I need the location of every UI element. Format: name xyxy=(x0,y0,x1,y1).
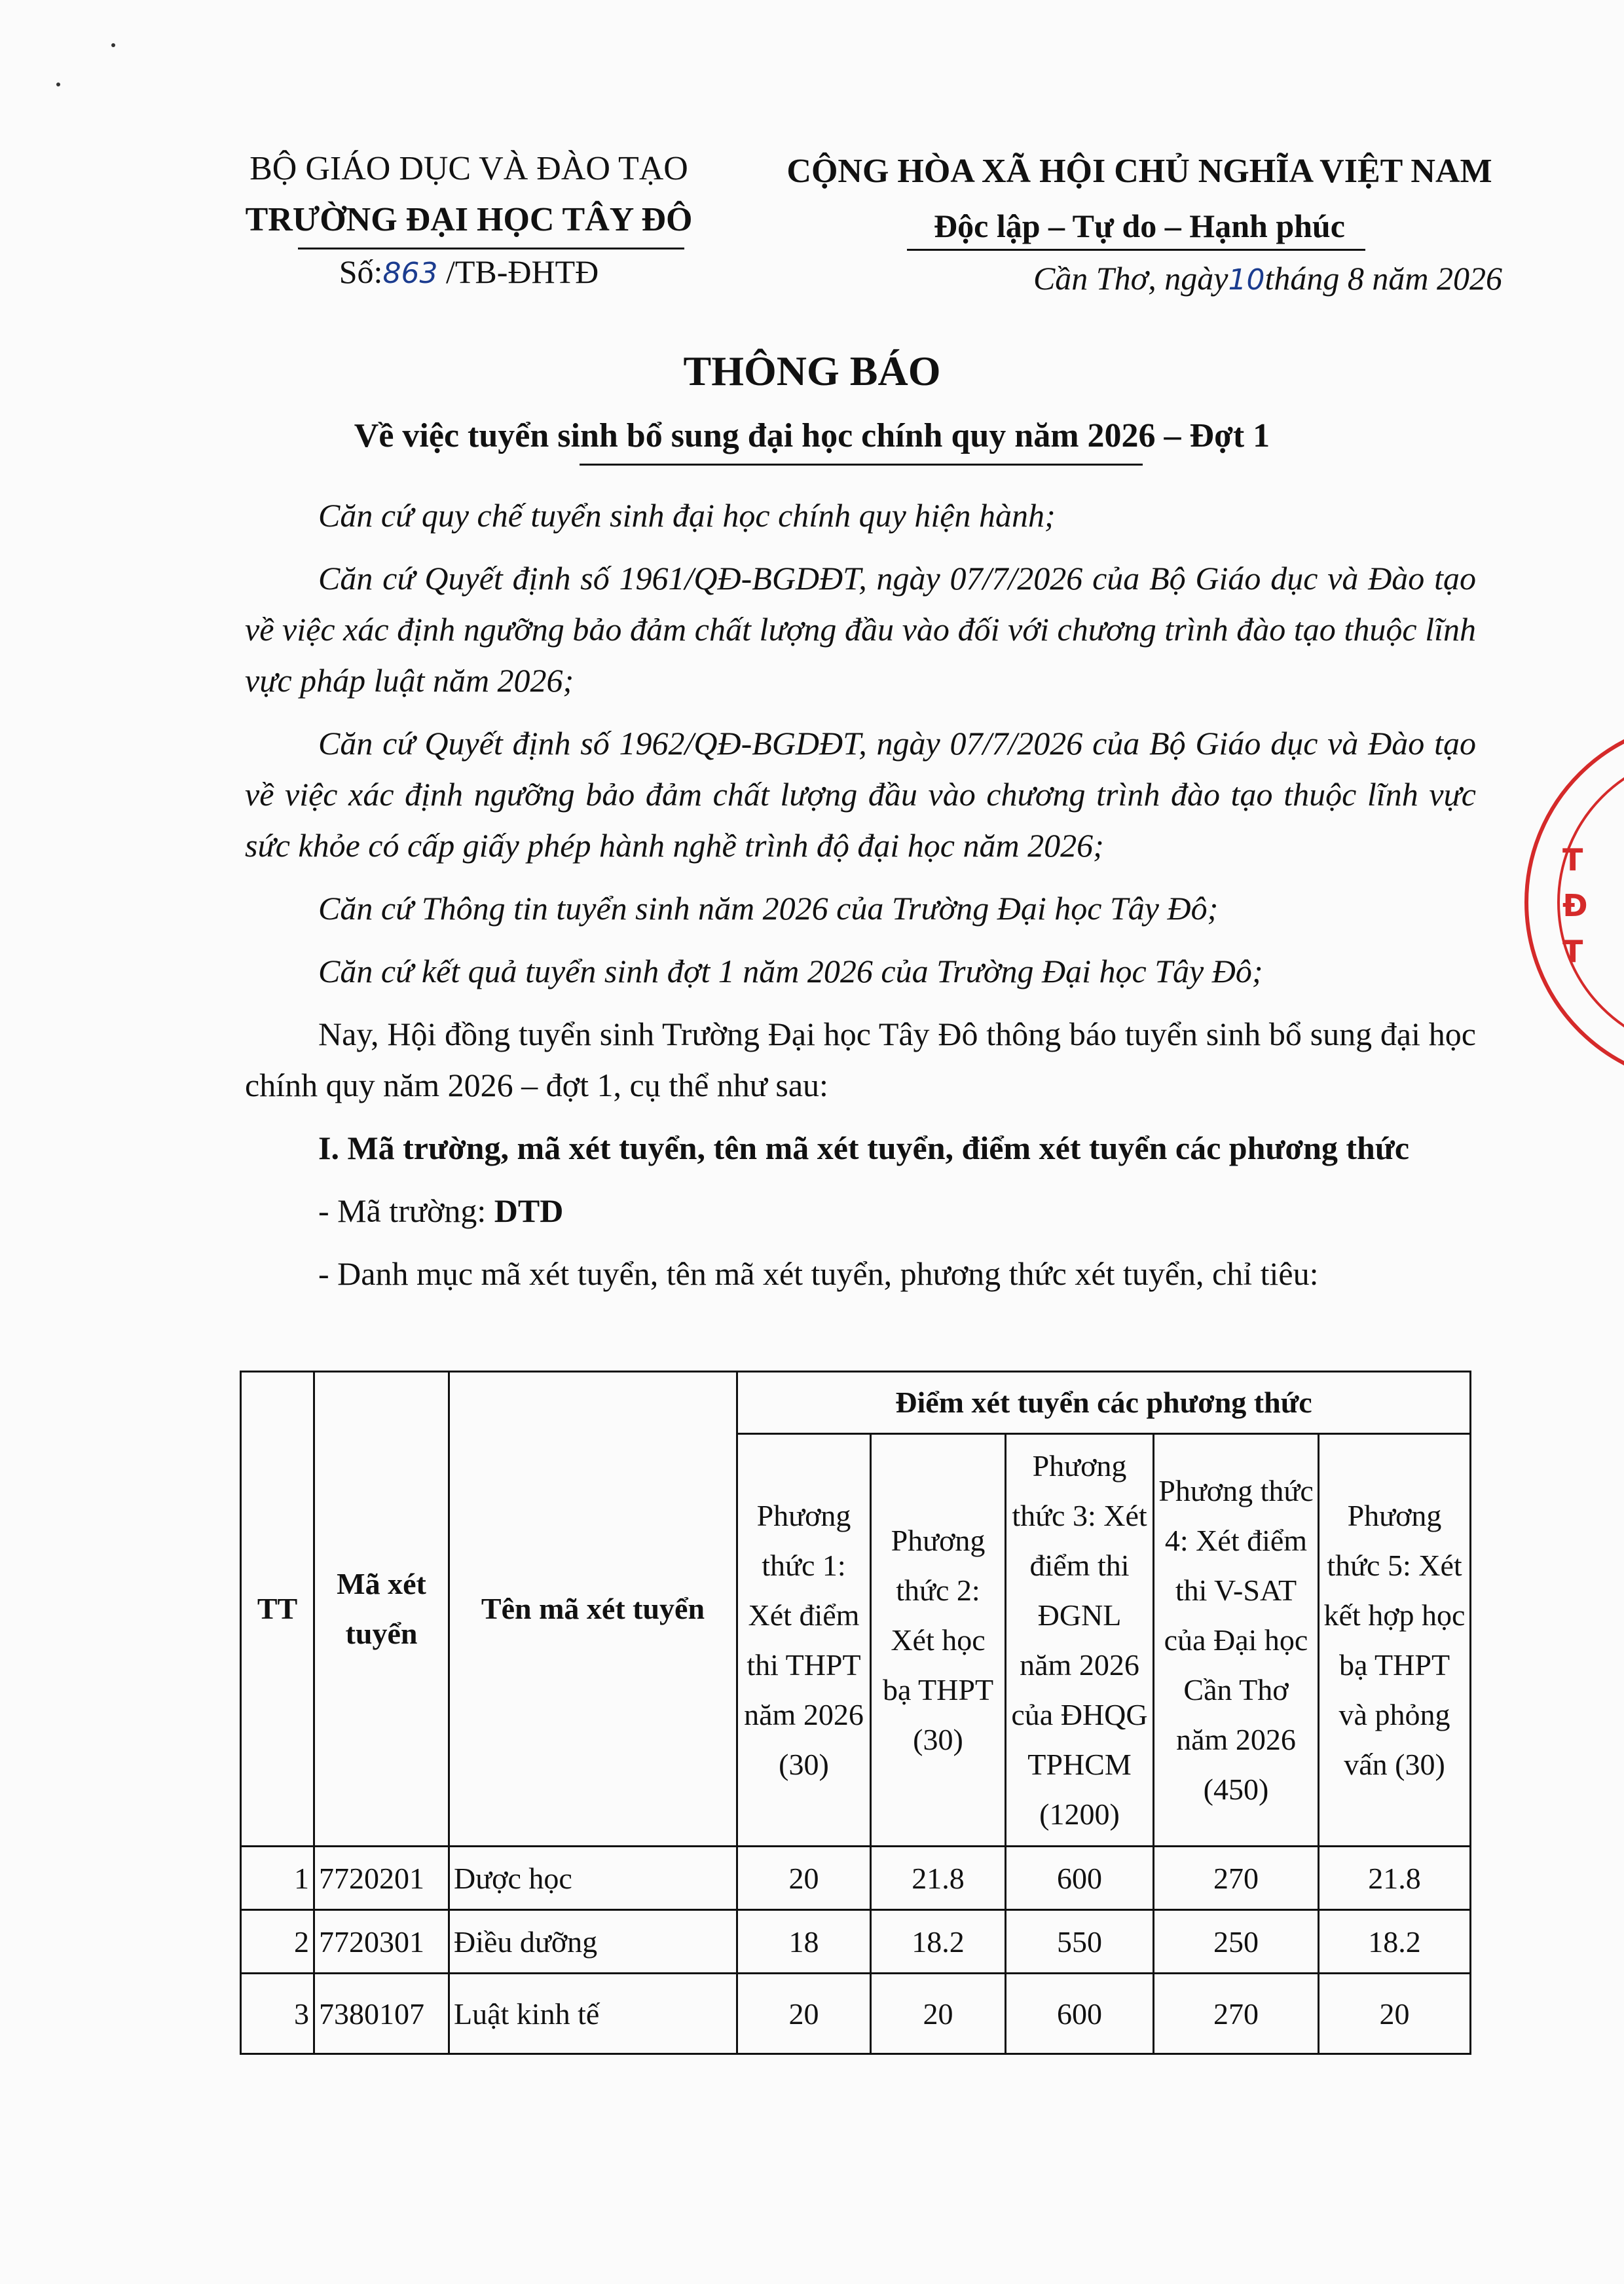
school-code: DTD xyxy=(494,1192,564,1229)
doc-no-handwritten: 863 xyxy=(382,257,438,290)
header-code: Mã xét tuyển xyxy=(314,1372,449,1847)
header-method-4: Phương thức 4: Xét điểm thi V-SAT của Đại học Cần Thơ năm 2026 (450) xyxy=(1154,1434,1319,1847)
header-method-2: Phương thức 2: Xét học bạ THPT (30) xyxy=(871,1434,1006,1847)
header-method-3: Phương thức 3: Xét điểm thi ĐGNL năm 2026 của ĐHQG TPHCM (1200) xyxy=(1006,1434,1154,1847)
ministry-name: BỘ GIÁO DỤC VÀ ĐÀO TẠO xyxy=(249,150,688,187)
cell-score-5: 18.2 xyxy=(1319,1910,1471,1974)
table-row xyxy=(241,1974,1471,2054)
header-method-5: Phương thức 5: Xét kết hợp học bạ THPT và phỏng vấn (30) xyxy=(1319,1434,1471,1847)
cell-score-1: 20 xyxy=(737,1974,871,2054)
school-underline xyxy=(298,248,684,249)
school-code-label: - Mã trường: xyxy=(318,1192,494,1229)
cell-name: Dược học xyxy=(449,1847,737,1910)
date-line xyxy=(760,259,1502,297)
date-suffix: tháng 8 năm 2026 xyxy=(1264,260,1502,297)
document-subtitle: Về việc tuyển sinh bổ sung đại học chính quy năm 2026 – Đợt 1 xyxy=(354,417,1270,454)
legal-basis-2: Căn cứ Quyết định số 1961/QĐ-BGDĐT, ngày 07/7/2026 của Bộ Giáo dục và Đào tạo về việc xác định ngưỡng bảo đảm chất lượng đầu vào đối với chương trình đào tạo thuộc lĩnh vực pháp luật năm 2026; xyxy=(245,560,1476,699)
national-motto: Độc lập – Tự do – Hạnh phúc xyxy=(934,208,1345,244)
cell-score-2: 18.2 xyxy=(871,1910,1006,1974)
header-method-1: Phương thức 1: Xét điểm thi THPT năm 2026 (30) xyxy=(737,1434,871,1847)
cell-tt: 1 xyxy=(241,1847,314,1910)
cell-code: 7380107 xyxy=(314,1974,449,2054)
official-seal-icon: T Đ T xyxy=(1524,719,1624,1086)
cell-score-4: 270 xyxy=(1154,1974,1319,2054)
cell-code: 7720301 xyxy=(314,1910,449,1974)
republic-title: CỘNG HÒA XÃ HỘI CHỦ NGHĨA VIỆT NAM xyxy=(786,153,1492,190)
table-row xyxy=(241,1847,1471,1910)
cell-tt: 2 xyxy=(241,1910,314,1974)
legal-basis-4: Căn cứ Thông tin tuyển sinh năm 2026 của Trường Đại học Tây Đô; xyxy=(318,890,1219,927)
cell-score-4: 270 xyxy=(1154,1847,1319,1910)
cell-tt: 3 xyxy=(241,1974,314,2054)
scan-speck xyxy=(111,43,115,47)
scan-speck xyxy=(56,83,60,86)
cell-score-3: 600 xyxy=(1006,1974,1154,2054)
date-prefix: Cần Thơ, ngày xyxy=(1033,260,1228,297)
cell-score-3: 600 xyxy=(1006,1847,1154,1910)
intro-paragraph: Nay, Hội đồng tuyển sinh Trường Đại học Tây Đô thông báo tuyển sinh bổ sung đại học chính quy năm 2026 – đợt 1, cụ thể như sau: xyxy=(245,1016,1476,1103)
cell-score-5: 20 xyxy=(1319,1974,1471,2054)
header-methods-group: Điểm xét tuyển các phương thức xyxy=(737,1372,1471,1434)
cell-name: Điều dưỡng xyxy=(449,1910,737,1974)
motto-underline xyxy=(907,249,1365,251)
doc-no-prefix: Số: xyxy=(339,253,383,290)
cell-score-5: 21.8 xyxy=(1319,1847,1471,1910)
date-day-handwritten: 10 xyxy=(1228,263,1265,297)
table-row xyxy=(241,1910,1471,1974)
cell-code: 7720201 xyxy=(314,1847,449,1910)
document-number xyxy=(240,253,698,291)
list-intro: - Danh mục mã xét tuyển, tên mã xét tuyển, phương thức xét tuyển, chỉ tiêu: xyxy=(318,1255,1319,1292)
cell-score-2: 20 xyxy=(871,1974,1006,2054)
document-title: THÔNG BÁO xyxy=(683,348,941,394)
header-tt: TT xyxy=(241,1372,314,1847)
cell-score-1: 20 xyxy=(737,1847,871,1910)
legal-basis-3: Căn cứ Quyết định số 1962/QĐ-BGDĐT, ngày 07/7/2026 của Bộ Giáo dục và Đào tạo về việc xác định ngưỡng bảo đảm chất lượng đầu vào chương trình đào tạo thuộc lĩnh vực sức khỏe có cấp giấy phép hành nghề trình độ đại học năm 2026; xyxy=(245,725,1476,864)
cell-name: Luật kinh tế xyxy=(449,1974,737,2054)
admission-table xyxy=(240,1371,1471,2055)
header-name: Tên mã xét tuyển xyxy=(449,1372,737,1847)
subtitle-underline xyxy=(580,464,1143,466)
cell-score-2: 21.8 xyxy=(871,1847,1006,1910)
school-name: TRƯỜNG ĐẠI HỌC TÂY ĐÔ xyxy=(245,201,693,238)
legal-basis-1: Căn cứ quy chế tuyển sinh đại học chính quy hiện hành; xyxy=(318,497,1056,534)
cell-score-3: 550 xyxy=(1006,1910,1154,1974)
school-code-line xyxy=(245,1185,1476,1236)
doc-no-suffix: /TB-ĐHTĐ xyxy=(437,253,599,290)
document-body xyxy=(245,490,1476,1311)
cell-score-1: 18 xyxy=(737,1910,871,1974)
legal-basis-5: Căn cứ kết quả tuyển sinh đợt 1 năm 2026 của Trường Đại học Tây Đô; xyxy=(318,953,1263,989)
section-1-heading: I. Mã trường, mã xét tuyển, tên mã xét tuyển, điểm xét tuyển các phương thức xyxy=(318,1130,1410,1166)
cell-score-4: 250 xyxy=(1154,1910,1319,1974)
